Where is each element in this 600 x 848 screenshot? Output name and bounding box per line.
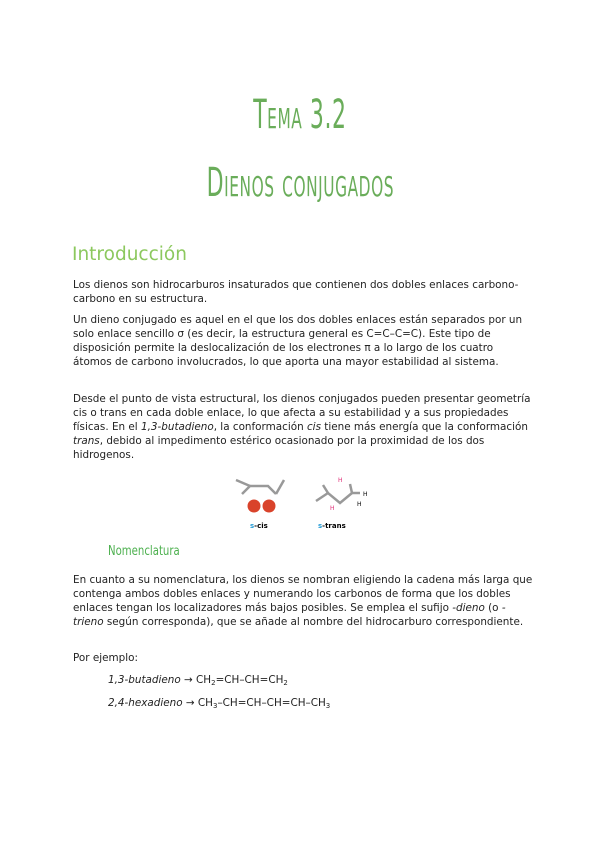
subscript: 3 — [212, 702, 218, 710]
compound-name: 2,4-hexadieno — [108, 697, 183, 709]
document-title — [0, 92, 600, 138]
text: Desde el punto de vista estructural, los dienos conjugados pueden presentar geometría cis o trans en cada doble enlace, lo que afecta a su estabilidad y a sus propiedades físicas. En el — [73, 393, 531, 433]
h-label: H — [330, 505, 335, 512]
s-trans-molecule — [316, 484, 360, 503]
example-intro: Por ejemplo: — [73, 652, 138, 664]
text: , la conformación — [213, 421, 307, 433]
title-line-1: Tema 3.2 — [253, 92, 347, 138]
hydrogen-atom-sphere — [248, 500, 261, 513]
s-cis-label: s-cis — [250, 522, 268, 530]
section-heading-nomenclatura: Nomenclatura — [108, 544, 180, 559]
italic-term: -dieno — [452, 602, 485, 614]
h-label: H — [338, 477, 343, 484]
example-hexadiene — [108, 697, 330, 710]
subscript: 2 — [283, 679, 288, 687]
formula: CH — [196, 674, 212, 686]
example-butadiene — [108, 674, 288, 687]
italic-term: -trieno — [73, 602, 506, 628]
subscript: 3 — [325, 702, 331, 710]
nomenclatura-paragraph — [73, 573, 535, 629]
formula: =CH–CH=CH — [215, 674, 284, 686]
arrow: → — [180, 674, 197, 686]
compound-name: 1,3-butadieno — [108, 674, 181, 686]
s-cis-molecule — [236, 480, 284, 494]
text: tiene más energía que la conformación — [320, 421, 528, 433]
text: según corresponda), que se añade al nombre del hidrocarburo correspondiente. — [103, 616, 524, 628]
subscript: 2 — [211, 679, 216, 687]
title-line-2: Dienos conjugados — [206, 160, 394, 206]
section-heading-introduccion: Introducción — [72, 244, 187, 265]
formula: CH — [197, 697, 213, 709]
h-label: H — [363, 491, 368, 498]
intro-paragraph-1: Los dienos son hidrocarburos insaturados que contienen dos dobles enlaces carbono-carbono en su estructura. — [73, 279, 519, 305]
text: , debido al impedimento estérico ocasionado por la proximidad de los dos hidrogenos. — [73, 435, 485, 461]
document-subtitle — [0, 160, 600, 206]
formula: –CH=CH–CH=CH–CH — [217, 697, 326, 709]
italic-term: 1,3-butadieno — [140, 421, 214, 433]
italic-term: cis — [306, 421, 321, 433]
s-trans-label: s-trans — [318, 522, 346, 530]
intro-paragraph-3 — [73, 392, 535, 462]
text: (o — [484, 602, 502, 614]
h-label: H — [357, 501, 362, 508]
text: En cuanto a su nomenclatura, los dienos se nombran eligiendo la cadena más larga que contenga ambos dobles enlaces y numerando los carbonos de forma que los dobles enlaces tengan los localizadores más bajos posibles. Se emplea el sufijo — [73, 574, 533, 614]
intro-paragraph-2: Un dieno conjugado es aquel en el que los dos dobles enlaces están separados por un solo enlace sencillo σ (es decir, la estructura general es C=C–C=C). Este tipo de disposición permite la deslocalización de los electrones π a lo largo de los cuatro átomos de carbono involucrados, lo que aporta una mayor estabilidad al sistema. — [73, 314, 523, 368]
italic-term: trans — [73, 435, 100, 447]
butadiene-conformations-figure — [228, 468, 378, 532]
arrow: → — [182, 697, 198, 709]
hydrogen-atom-sphere — [263, 500, 276, 513]
